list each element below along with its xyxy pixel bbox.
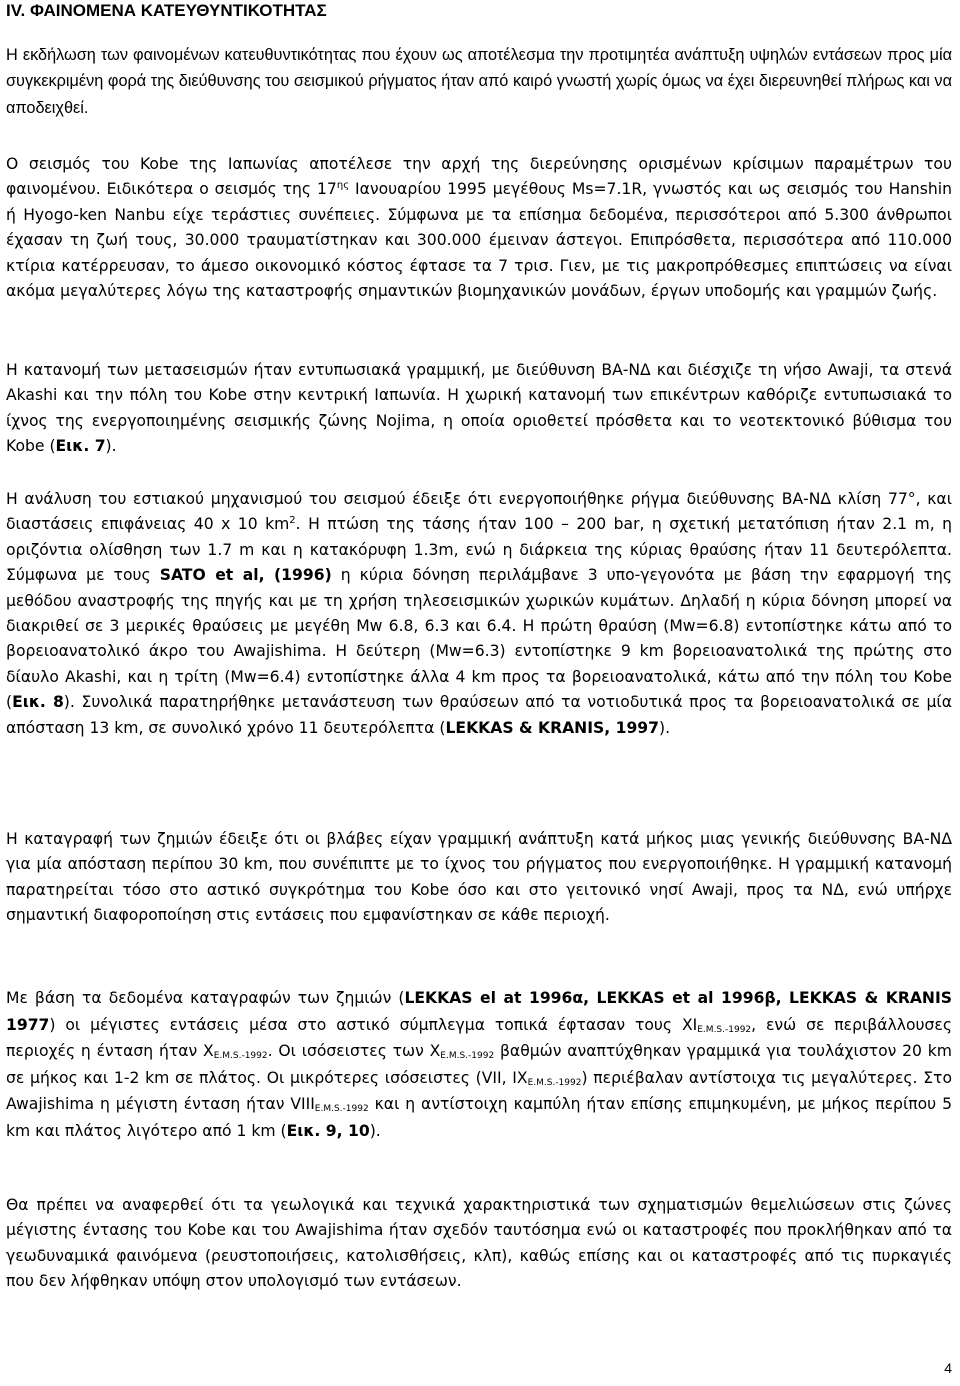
paragraph-2-text-a: Ο σεισμός του Kobe της Ιαπωνίας αποτέλεσε την αρχή της διερεύνησης ορισμένων κρίσιμων παραμέτρων του φαινομένου. Ειδικότερα ο σεισμός της 17 [6,155,952,199]
paragraph-6-text-b: ) οι μέγιστες εντάσεις μέσα στο αστικό σύμπλεγμα τοπικά έφτασαν τους XI [49,1015,698,1034]
paragraph-6 [6,985,952,1144]
paragraph-3 [6,358,952,460]
paragraph-6-text-f: ) περιέβαλαν αντίστοιχα τις μεγαλύτερες. Στο Awajishima η μέγιστη ένταση ήταν VIII [6,1068,952,1113]
citation-lekkas-kranis: LEKKAS & KRANIS, 1997 [445,718,660,737]
figure-reference-9-10: Εικ. 9, 10 [286,1121,370,1140]
paragraph-6-text-a: Με βάση τα δεδομένα καταγραφών των ζημιών ( [6,989,405,1007]
paragraph-4-text-c: η κύρια δόνηση περιλάμβανε 3 υπο-γεγονότα με βάση την εφαρμογή της μεθόδου αναστροφής της πηγής και με τη χρήση τηλεσεισμικών χωρικών κυμάτων. Δηλαδή η κύρια δόνηση μπορεί να διακριθεί σε 3 μερικές θραύσεις με μεγέθη Mw 6.8, 6.3 και 6.4. Η πρώτη θραύση (Mw=6.8) εντοπίστηκε κάτω από το βορειοανατολικό άκρο του Awajishima. Η δεύτερη (Mw=6.3) εντοπίστηκε 9 km βορειοανατολικά της πρώτης στο δίαυλο Akashi, και η τρίτη (Mw=6.4) εντοπίστηκε άλλα 4 km προς τα βορειοανατολικά, κάτω από την πόλη του Kobe ( [6,566,952,712]
paragraph-3-text-a: Η κατανομή των μετασεισμών ήταν εντυπωσιακά γραμμική, με διεύθυνση ΒΑ-ΝΔ και διέσχιζε τη νήσο Awaji, τα στενά Akashi και την πόλη του Kobe στην κεντρική Ιαπωνία. Η χωρική κατανομή των επικέντρων καθόριζε εντυπωσιακά το ίχνος της ενεργοποιημένης σεισμικής ζώνης Nojima, η οποία οριοθετεί πρόσθετα και το νεοτεκτονικό βύθισμα του Kobe ( [6,361,952,456]
scale-subscript: E.M.S.-1992 [527,1077,582,1088]
scale-subscript: E.M.S.-1992 [213,1051,268,1061]
superscript-2: 2 [289,515,296,527]
paragraph-6-text-d: . Οι ισόσειστες των X [267,1042,441,1060]
paragraph-7: Θα πρέπει να αναφερθεί ότι τα γεωλογικά και τεχνικά χαρακτηριστικά των σχηματισμών θεμελιώσεων στις ζώνες μέγιστης έντασης του Kobe και του Awajishima ήταν σχεδόν ταυτόσημα ενώ οι καταστροφές που προκλήθηκαν από τα γεωδυναμικά φαινόμενα (ρευστοποιήσεις, κατολισθήσεις, κλπ), καθώς επίσης και οι καταστροφές από τις πυρκαγιές που δεν λήφθηκαν υπόψη στον υπολογισμό των εντάσεων. [6,1196,952,1291]
paragraph-6-text-g: και η αντίστοιχη καμπύλη ήταν επίσης επιμηκυμένη, με μήκος περίπου 5 km και πλάτος λιγότερο από 1 km ( [6,1095,952,1140]
paragraph-6-text-e: βαθμών αναπτύχθηκαν γραμμικά για τουλάχιστον 20 km σε μήκος και 1-2 km σε πλάτος. Οι μικρότερες ισόσειστες (VII, IX [6,1042,952,1087]
paragraph-1: Η εκδήλωση των φαινομένων κατευθυντικότητας που έχουν ως αποτέλεσμα την προτιμητέα ανάπτυξη υψηλών εντάσεων προς μία συγκεκριμένη φορά της διεύθυνσης του σεισμικού ρήγματος ήταν από καιρό γνωστή χωρίς όμως να έχει διερευνηθεί πλήρως και να αποδειχθεί. [6,46,952,117]
paragraph-2-text-b: Ιανουαρίου 1995 μεγέθους Ms=7.1R, γνωστός και ως σεισμός του Hanshin ή Hyogo-ken Nanbu είχε τεράστιες συνέπειες. Σύμφωνα με τα επίσημα δεδομένα, περισσότεροι από 5.300 άνθρωποι έχασαν τη ζωή τους, 30.000 τραυματίστηκαν και 300.000 έμειναν άστεγοι. Επιπρόσθετα, περισσότερα από 110.000 κτίρια κατέρρευσαν, το άμεσο οικονομικό κόστος έφτασε τα 7 τρισ. Γιεν, με τις μακροπρόθεσμες επιπτώσεις να είναι ακόμα μεγαλύτερες λόγω της καταστροφής σημαντικών βιομηχανικών μονάδων, έργων υποδομής και γραμμών ζωής. [6,180,952,301]
paragraph-3-text-c: ). [105,437,117,456]
figure-reference-7: Εικ. 7 [55,437,106,456]
paragraph-4 [6,487,952,741]
paragraph-2 [6,152,952,304]
figure-reference-8: Εικ. 8 [12,693,64,712]
page-number: 4 [944,1360,952,1376]
paragraph-4-text-d: ). Συνολικά παρατηρήθηκε μετανάστευση των θραύσεων από τα νοτιοδυτικά προς τα βορειοανατολικά σε μία απόσταση 13 km, σε συνολικό χρόνο 11 δευτερόλεπτα ( [6,693,952,737]
ordinal-suffix: ης [336,180,350,192]
paragraph-4-text-b: . Η πτώση της τάσης ήταν 100 – 200 bar, η σχετική μετατόπιση ήταν 2.1 m, η οριζόντια ολίσθηση των 1.7 m και η κατακόρυφη 1.3m, ενώ η διάρκεια της κύριας θραύσης ήταν 11 δευτερόλεπτα. Σύμφωνα με τους [6,515,953,585]
scale-subscript: E.M.S.-1992 [697,1024,752,1035]
paragraph-6-text-h: ). [369,1121,381,1140]
paragraph-4-text-a: Η ανάλυση του εστιακού μηχανισμού του σεισμού έδειξε ότι ενεργοποιήθηκε ρήγμα διεύθυνσης ΒΑ-ΝΔ κλίση 77°, και διαστάσεις επιφάνειας 40 x 10 km [6,490,952,534]
paragraph-4-text-e: ). [659,718,671,737]
paragraph-5: Η καταγραφή των ζημιών έδειξε ότι οι βλάβες είχαν γραμμική ανάπτυξη κατά μήκος μιας γενικής διεύθυνσης ΒΑ-ΝΔ για μία απόσταση περίπου 30 km, που συνέπιπτε με το ίχνος του ρήγματος που ενεργοποιήθηκε. Η γραμμική κατανομή παρατηρείται τόσο στο αστικό συγκρότημα του Kobe όσο και στο γειτονικό νησί Awaji, προς τα ΝΔ, ενώ υπήρχε σημαντική διαφοροποίηση στις εντάσεις που εμφανίστηκαν σε κάθε περιοχή. [6,830,952,925]
section-heading: IV. ΦΑΙΝΟΜΕΝΑ ΚΑΤΕΥΘΥΝΤΙΚΟΤΗΤΑΣ [6,1,327,20]
citation-lekkas: LEKKAS el at 1996α, LEKKAS et al 1996β, LEKKAS & KRANIS 1977 [6,989,952,1034]
paragraph-6-text-c: , ενώ σε περιβάλλουσες περιοχές η ένταση ήταν X [6,1015,952,1060]
scale-subscript: E.M.S.-1992 [314,1104,369,1114]
scale-subscript: E.M.S.-1992 [440,1051,495,1061]
citation-sato: SATO et al, (1996) [159,566,332,585]
